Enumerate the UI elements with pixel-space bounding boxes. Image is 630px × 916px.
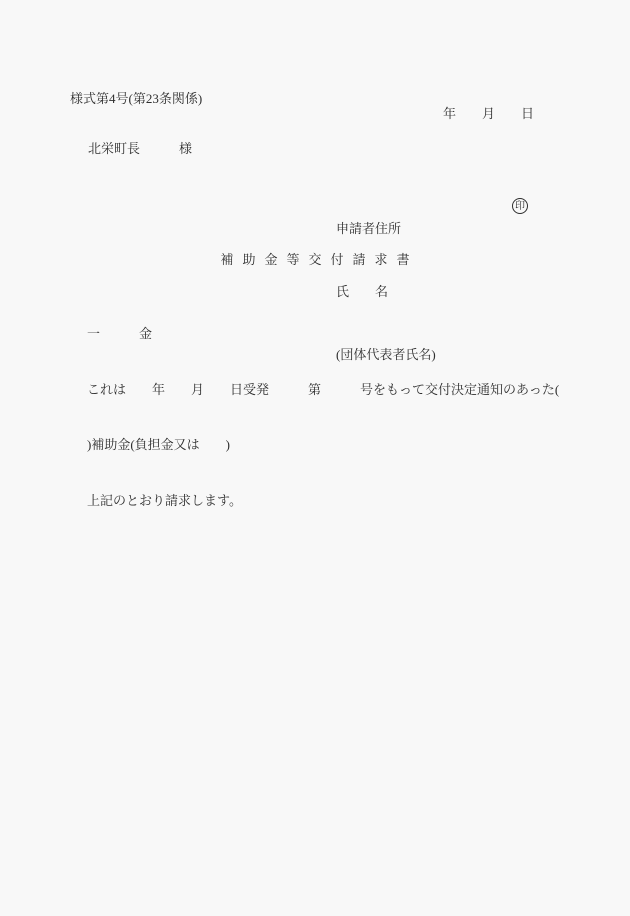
amount-line: 一 金 <box>87 326 153 341</box>
date-line: 年 月 日 <box>443 106 535 121</box>
form-number-note: 様式第4号(第23条関係) <box>70 91 203 106</box>
applicant-address-label: 申請者住所 <box>336 221 402 236</box>
request-body <box>87 288 559 547</box>
subsidy-type-line: )補助金(負担金又は ) <box>87 437 230 452</box>
page-title: 補助金等交付請求書 <box>220 252 419 267</box>
representative-name-label: (団体代表者氏名) <box>336 347 436 362</box>
applicant-name-label: 氏 名 <box>336 284 389 299</box>
recipient-line: 北栄町長 様 <box>88 141 193 156</box>
inkan-seal-icon: 印 <box>512 198 528 214</box>
decision-notice-line: これは 年 月 日受発 第 号をもって交付決定通知のあった( <box>87 381 560 397</box>
closing-line: 上記のとおり請求します。 <box>87 492 242 508</box>
